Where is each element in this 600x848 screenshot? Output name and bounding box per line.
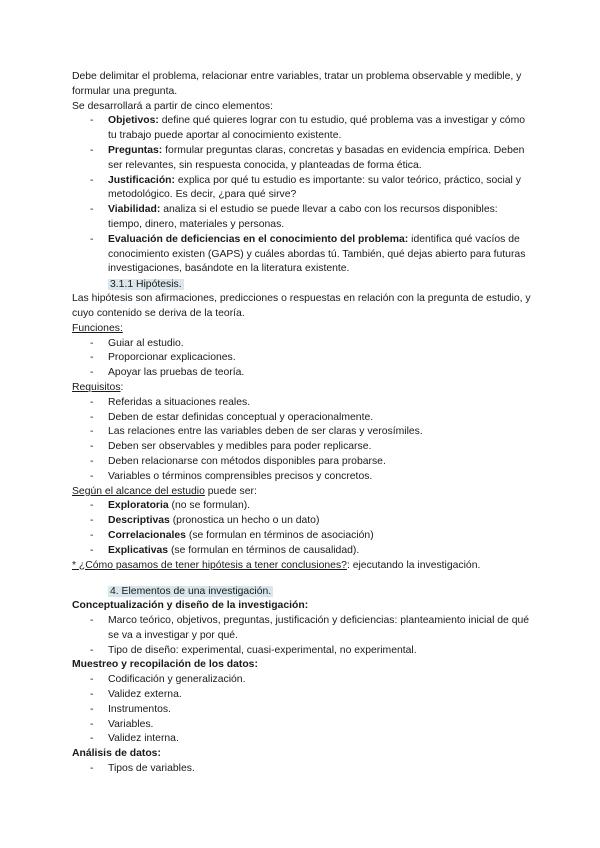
- list-item: - Deben ser observables y medibles para poder replicarse.: [90, 441, 372, 453]
- list-item: - Descriptivas (pronostica un hecho o un dato): [90, 515, 320, 527]
- list-item: - Deben de estar definidas conceptual y operacionalmente.: [90, 411, 374, 423]
- list-item: - Marco teórico, objetivos, preguntas, justificación y deficiencias: planteamiento inicial de qué se va a investigar y por qué.: [90, 615, 530, 641]
- tipos-list: [72, 499, 532, 558]
- list-item: - Exploratoria (no se formulan).: [90, 500, 251, 512]
- list-item: - Tipos de variables.: [90, 763, 195, 775]
- list-item: - Proporcionar explicaciones.: [90, 352, 236, 364]
- funciones-label: Funciones:: [72, 322, 123, 334]
- elements-list: [72, 114, 532, 277]
- group-title: Conceptualización y diseño de la investigación:: [72, 600, 309, 612]
- list-item: - Evaluación de deficiencias en el conocimiento del problema: identifica qué vacíos de conocimiento existen (GAPS) y cuáles abordas tú. También, qué dejas abierto para futuras investigaciones, basándote en la literatura existente.: [90, 233, 526, 275]
- group-list: [72, 673, 532, 747]
- requisitos-list: [72, 396, 532, 485]
- intro-lead: Se desarrollará a partir de cinco elementos:: [72, 100, 273, 112]
- group-list: [72, 614, 532, 658]
- list-item: - Codificación y generalización.: [90, 674, 246, 686]
- list-item: - Deben relacionarse con métodos disponibles para probarse.: [90, 455, 386, 467]
- group-title: Muestreo y recopilación de los datos:: [72, 659, 258, 671]
- list-item: - Guiar al estudio.: [90, 337, 184, 349]
- list-item: - Variables.: [90, 718, 154, 730]
- intro-paragraph: Debe delimitar el problema, relacionar entre variables, tratar un problema observable y medible, y formular una pregunta.: [72, 71, 522, 97]
- list-item: - Correlacionales (se formulan en términos de asociación): [90, 529, 374, 541]
- list-item: - Tipo de diseño: experimental, cuasi-experimental, no experimental.: [90, 644, 417, 656]
- list-item: - Justificación: explica por qué tu estudio es importante: su valor teórico, práctico, social y metodológico. Es decir, ¿para qué sirve?: [90, 174, 521, 201]
- list-item: - Objetivos: define qué quieres lograr con tu estudio, qué problema vas a investigar y cómo tu trabajo puede aportar al conocimiento existente.: [90, 115, 526, 142]
- list-item: - Variables o términos comprensibles precisos y concretos.: [90, 470, 373, 482]
- alcance-label: Según el alcance del estudio puede ser:: [72, 485, 257, 497]
- hipotesis-intro: Las hipótesis son afirmaciones, predicciones o respuestas en relación con la pregunta de estudio, y cuyo contenido se deriva de la teoría.: [72, 293, 531, 319]
- list-item: - Validez interna.: [90, 733, 179, 745]
- list-item: - Explicativas (se formulan en términos de causalidad).: [90, 544, 360, 556]
- list-item: - Preguntas: formular preguntas claras, concretas y basadas en evidencia empírica. Deben ser relevantes, sin respuesta conocida, y planteadas de forma ética.: [90, 144, 525, 171]
- list-item: - Validez externa.: [90, 689, 182, 701]
- section-heading-hipotesis: 3.1.1 Hipótesis.: [110, 279, 182, 291]
- list-item: - Apoyar las pruebas de teoría.: [90, 367, 245, 379]
- section-heading-elementos: 4. Elementos de una investigación.: [110, 586, 272, 598]
- list-item: - Las relaciones entre las variables deben de ser claras y verosímiles.: [90, 426, 423, 438]
- requisitos-label: Requisitos:: [72, 381, 124, 393]
- funciones-list: [72, 337, 532, 381]
- document-content: [72, 70, 532, 777]
- list-item: - Viabilidad: analiza si el estudio se puede llevar a cabo con los recursos disponibles: tiempo, dinero, materiales y personas.: [90, 204, 498, 230]
- group-title: Análisis de datos:: [72, 748, 161, 760]
- list-item: - Referidas a situaciones reales.: [90, 396, 251, 408]
- list-item: - Instrumentos.: [90, 703, 171, 715]
- group-list: [72, 762, 532, 777]
- question-line: * ¿Cómo pasamos de tener hipótesis a tener conclusiones?: ejecutando la investigación.: [72, 559, 481, 571]
